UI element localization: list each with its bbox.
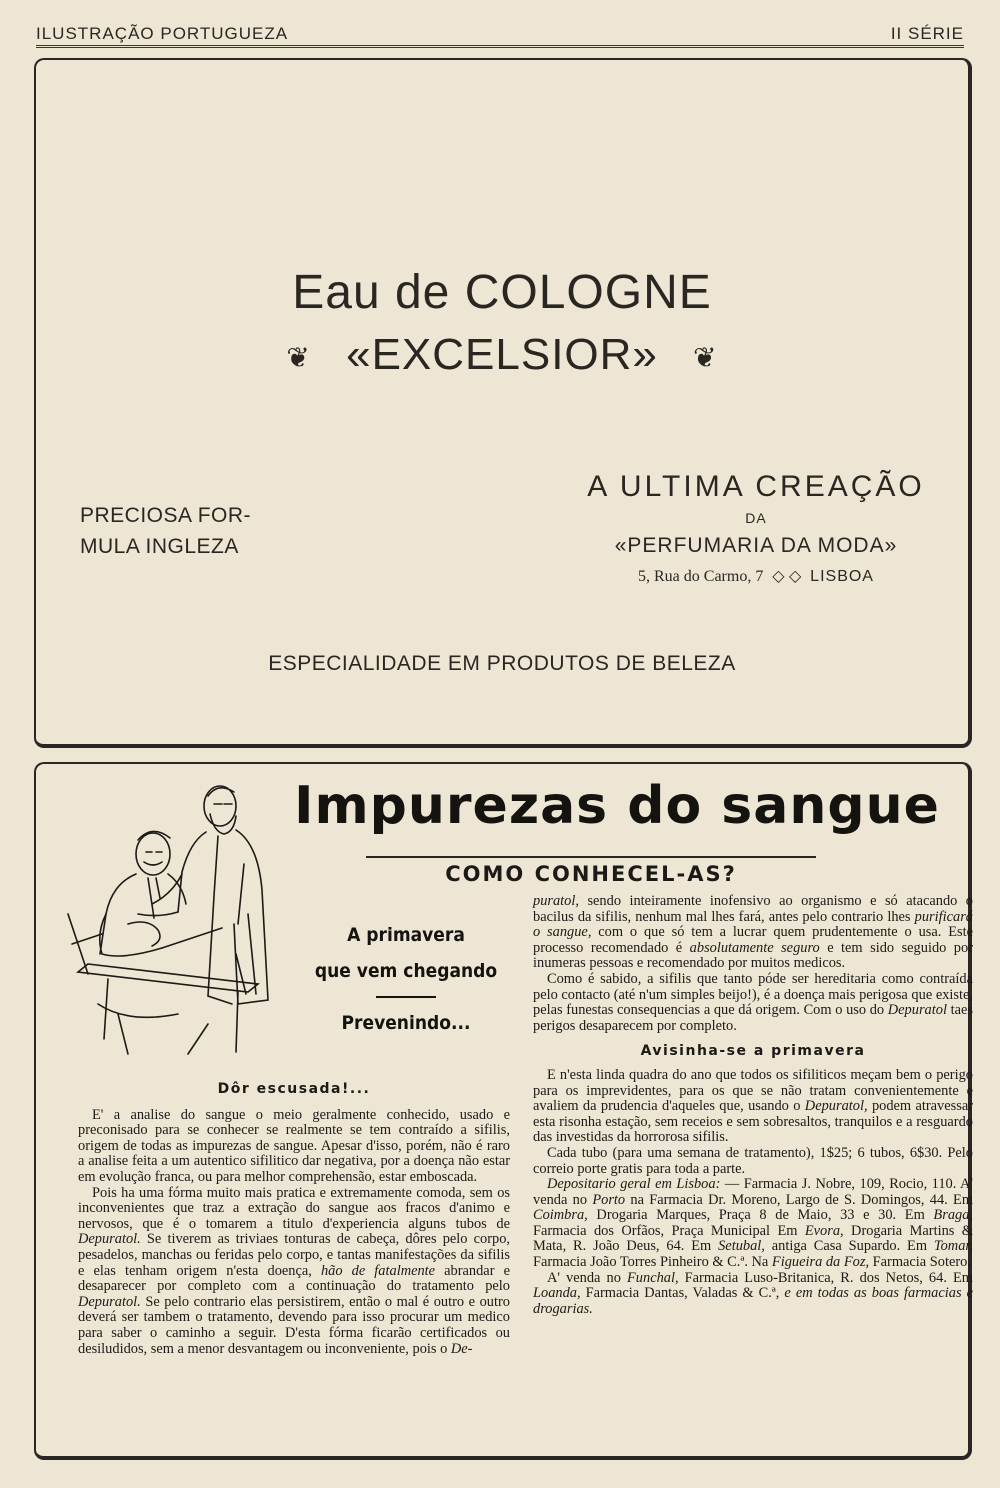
page-header [36, 22, 964, 48]
text-run: De- [450, 1340, 473, 1357]
text-run: Depuratol. [78, 1231, 141, 1248]
text-run: taes perigos desaparecem por completo. [533, 1002, 973, 1034]
creation-heading: A ULTIMA CREAÇÃO [587, 470, 925, 503]
shop-name: «PERFUMARIA DA MODA» [614, 534, 898, 557]
text-run: Como é sabido, a sifilis que tanto póde ser hereditaria como contraída pelo contacto (até n'um simples beijo!), é a doença mais perigosa que existe, pelas funestas consequencias a que dá origem. Com o uso do [533, 970, 973, 1019]
ad-subtitle: COMO CONHECEL-AS? [366, 856, 816, 886]
text-run: Se tiverem as triviaes tonturas de cabeça, dôres pelo corpo, pesadelos, manchas ou feridas pelo corpo, e tantas manifestações da sifilis e elas tenham origem n'esta doença, [78, 1231, 510, 1279]
paragraph [533, 1271, 973, 1318]
text-run: podem atravessar esta risonha estação, sem receios e sem sobresaltos, tranquilos e a resguardo das investidas da horrorosa sifilis. [533, 1098, 974, 1146]
text-run: Coimbra, [533, 1207, 588, 1224]
leaf-ornament-icon: ❦ [286, 341, 311, 373]
text-run: na Farmacia Dr. Moreno, Largo de S. Domingos, 44. Em [625, 1191, 974, 1208]
text-run: Farmacia dos Orfãos, Praça Municipal Em [533, 1222, 805, 1239]
text-run: E n'esta linda quadra do ano que todos os sifiliticos meçam bem o perigo para os imprevidentes, para os que se não tratam convenientemente e avaliem da prudencia d'aqueles que, usando o [533, 1066, 973, 1115]
ad-title: Impurezas do sangue [294, 776, 940, 836]
text-run: Evora, [804, 1222, 844, 1239]
text-run: Figueira da Foz, [771, 1254, 870, 1271]
cologne-title: Eau de COLOGNE [292, 266, 712, 319]
formula-line: MULA INGLEZA [80, 535, 239, 558]
text-run: Se pelo contrario elas persistirem, então o mal é outro e outro deverá ser tambem o tratamento, devendo para isso procurar um medico para saber o caminho a seguir. D'esta fórma ficarão certificados ou desiludidos, sem a menor desvantagem ou inconveniente, pois o [78, 1293, 510, 1357]
text-run: Tomar, [933, 1238, 973, 1255]
text-run: sendo inteiramente inofensivo ao organismo e só atacando o bacilus da sifilis, nenhum mal lhes fará, antes pelo contrario lhes [533, 893, 973, 925]
text-run: e em todas as boas farmacias e drogarias. [533, 1285, 973, 1317]
creation-block [536, 470, 976, 586]
text-run: Depuratol [887, 1002, 947, 1019]
text-run: Farmacia João Torres Pinheiro & C.ª. Na [533, 1254, 772, 1271]
doctor-patient-illustration [58, 774, 283, 1064]
text-run: Depuratol, [804, 1098, 868, 1115]
section-heading: Dôr escusada!... [217, 1081, 371, 1097]
paragraph: Cada tubo (para uma semana de tratamento), 1$25; 6 tubos, 6$30. Pelo correio porte gratis para toda a parte. [533, 1144, 973, 1177]
text-run: antiga Casa Supardo. Em [764, 1238, 934, 1255]
paragraph [78, 1186, 510, 1358]
shop-address [536, 566, 976, 586]
text-run: Pois ha uma fórma muito mais pratica e extremamente comoda, sem os inconvenientes que traz a extração do sangue aos fracos d'animo e nervosos, que é o tomarem a titulo d'experiencia alguns tubos de [78, 1184, 510, 1232]
cologne-advertisement [34, 58, 972, 748]
paragraph [533, 1068, 973, 1146]
paragraph [533, 972, 973, 1034]
text-run: Depositario geral em Lisboa: [547, 1176, 721, 1193]
text-run: Loanda, [533, 1285, 581, 1302]
street-address: 5, Rua do Carmo, 7 [638, 568, 764, 585]
text-run: Farmacia Sotero. [869, 1254, 971, 1271]
text-run: Drogaria Marques, Praça 8 de Maio, 33 e 30. Em [587, 1207, 934, 1224]
series-label: II SÉRIE [890, 24, 964, 43]
right-column [533, 894, 973, 1317]
left-column [78, 1082, 510, 1357]
text-run: A' venda no [547, 1269, 628, 1286]
excelsior-line [36, 330, 968, 380]
text-run: puratol, [533, 893, 579, 909]
paragraph [533, 894, 973, 972]
text-run: e tem sido seguido por inumeras pessoas e recomendado por muitos medicos. [533, 939, 973, 972]
text-run: Farmacia Dantas, Valadas & C.ª, [580, 1285, 785, 1302]
text-run: Depuratol. [78, 1293, 141, 1310]
city-name: LISBOA [810, 568, 874, 585]
text-run: abrandar e desaparecer por completo com a continuação do tratamento pelo [78, 1262, 510, 1295]
section-heading: Avisinha-se a primavera [640, 1043, 866, 1060]
text-run: — Farmacia J. Nobre, 109, Rocio, 110. A' venda no [533, 1176, 973, 1208]
paragraph [533, 1177, 973, 1271]
creation-da: DA [745, 510, 767, 526]
text-run: com o que só tem a lucrar quem prudentemente o usa. Este processo recomendado é [533, 924, 973, 956]
slogan-line: que vem chegando [314, 960, 498, 982]
slogan-block [306, 924, 506, 1034]
publication-name: ILUSTRAÇÃO PORTUGUEZA [36, 24, 289, 43]
paragraph: E' a analise do sangue o meio geralmente conhecido, usado e preconisado para se conhecer se realmente se tem contraído a sifilis, origem de todas as impurezas de sangue. Apesar d'isso, porém, não é raro a analise feita a um autentico sifilitico dar negativa, por a doença não estar em evolução franca, ou para melhor comprehensão, estar emboscada. [78, 1106, 510, 1185]
specialty-line: ESPECIALIDADE EM PRODUTOS DE BELEZA [268, 652, 736, 675]
text-run: Funchal, [627, 1269, 679, 1286]
slogan-line: Prevenindo... [341, 1012, 471, 1034]
text-run: Drogaria Martins & Mata, R. João Deus, 64. Em [533, 1222, 973, 1255]
text-run: hão de fatalmente [320, 1262, 436, 1279]
slogan-line: A primavera [347, 924, 465, 946]
slogan-divider [376, 996, 436, 998]
product-name: «EXCELSIOR» [346, 330, 658, 379]
text-run: absolutamente seguro [689, 939, 820, 956]
leaf-ornament-icon: ❦ [693, 341, 718, 373]
text-run: Setubal, [718, 1238, 765, 1255]
depuratol-advertisement [34, 762, 972, 1460]
address-separator: ◇ ◇ [772, 568, 802, 585]
text-run: Porto [592, 1191, 626, 1208]
text-run: purificará o sangue, [533, 908, 973, 941]
formula-note [80, 500, 251, 562]
formula-line: PRECIOSA FOR- [80, 504, 252, 527]
text-run: Farmacia Luso-Britanica, R. dos Netos, 64. Em [678, 1269, 973, 1286]
text-run: Braga, [933, 1207, 973, 1224]
